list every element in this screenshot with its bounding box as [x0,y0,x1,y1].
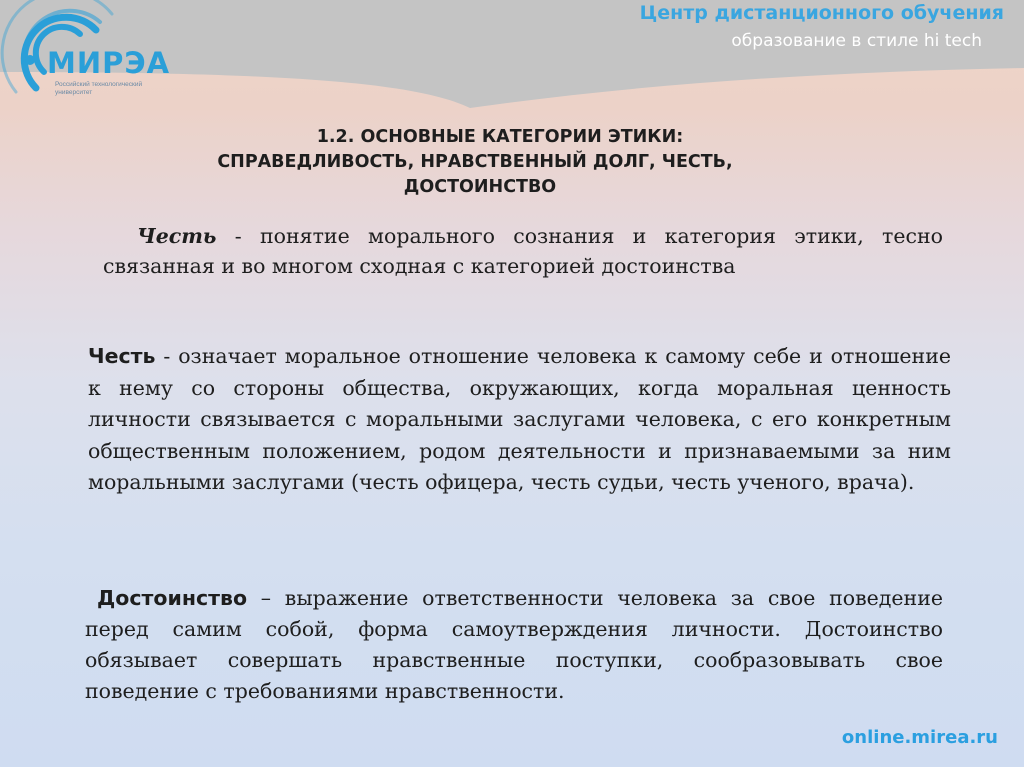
paragraph-honor-definition [103,221,943,281]
term-dignity: Достоинство [97,586,248,610]
footer-site-link[interactable]: online.mirea.ru [841,727,998,748]
paragraph-dignity [85,583,943,707]
center-title: Центр дистанционного обучения [639,2,1004,24]
slide-title [90,125,910,200]
title-line: 1.2. ОСНОВНЫЕ КАТЕГОРИИ ЭТИКИ: [316,127,684,147]
paragraph-text: – выражение ответственности человека за свое поведение перед самим собой, форма самоутверждения личности. Достоинство обязывает совершать нравственные поступки, сообразовывать свое поведение с требованиями нравственности. [85,586,943,703]
title-line: ДОСТОИНСТВО [403,177,557,197]
paragraph-text: - означает моральное отношение человека к самому себе и отношение к нему со стороны общества, окружающих, когда моральная ценность личности связывается с моральными заслугами человека, с его конкретным общественным положением, родом деятельности и признаваемыми за ним моральными заслугами (честь офицера, честь судьи, честь ученого, врача). [88,344,951,494]
term-honor: Честь [88,344,156,368]
center-subtitle: образование в стиле hi tech [731,31,982,51]
paragraph-text: - понятие морального сознания и категория этики, тесно связанная и во многом сходная с категорией достоинства [103,224,943,278]
logo-text: МИРЭА [47,46,171,80]
logo-subtitle: Российский технологический университет [55,81,143,96]
term-honor: Честь [137,224,217,248]
paragraph-honor-meaning [88,341,951,499]
title-line: СПРАВЕДЛИВОСТЬ, НРАВСТВЕННЫЙ ДОЛГ, ЧЕСТЬ, [217,152,733,172]
